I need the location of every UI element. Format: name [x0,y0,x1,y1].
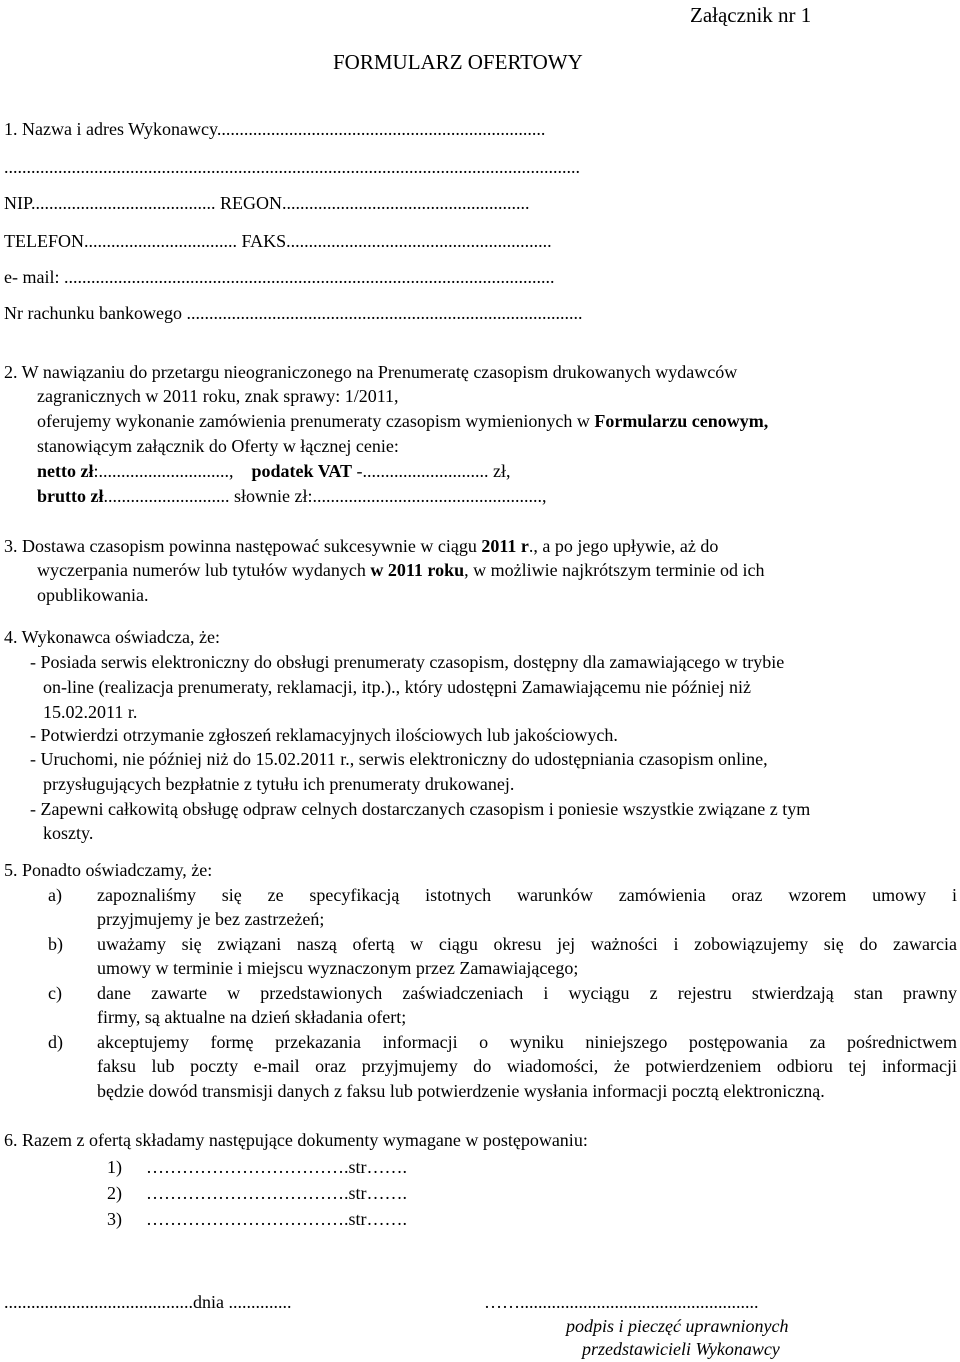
gross-label: brutto zł [37,486,104,506]
declaration-line: - Potwierdzi otrzymanie zgłoszeń reklamacyjnych ilościowych lub jakościowych. [30,725,618,745]
offer-text-line-2: zagranicznych w 2011 roku, znak sprawy: 1/2011, [37,386,399,406]
document-item-field: …………………………….str……. [146,1183,407,1203]
net-value: :............................., [93,461,234,481]
list-item-d-line: akceptujemy formę przekazania informacji o wyniku niniejszego postępowania za pośrednictwem [97,1032,957,1052]
declarations-heading: 4. Wykonawca oświadcza, że: [4,627,220,647]
place-date-field: ..........................................dnia .............. [4,1292,292,1312]
list-item-c-line: dane zawarte w przedstawionych zaświadczeniach i wyciągu z rejestru stwierdzają stan prawny [97,983,957,1003]
delivery-line-2: wyczerpania numerów lub tytułów wydanych w 2011 roku, w możliwie najkrótszym terminie od ich [37,560,765,580]
vat-label: podatek VAT [251,461,353,481]
list-item-d-line: faksu lub poczty e-mail oraz przyjmujemy do wiadomości, że potwierdzeniem odbioru tej informacji [97,1056,957,1076]
declaration-line: - Zapewni całkowitą obsługę odpraw celnych dostarczanych czasopism i poniesie wszystkie związane z tym [30,799,811,819]
document-item-field: …………………………….str……. [146,1209,407,1229]
contractor-name-field: 1. Nazwa i adres Wykonawcy......................................................................... [4,119,546,139]
list-item-b-line: umowy w terminie i miejscu wyznaczonym przez Zamawiającego; [97,958,579,978]
gross-line [37,485,547,507]
list-item-d-line: będzie dowód transmisji danych z faksu lub potwierdzenie wysłania informacji pocztą elektroniczną. [97,1081,825,1101]
further-declarations-heading: 5. Ponadto oświadczamy, że: [4,860,213,880]
documents-heading: 6. Razem z ofertą składamy następujące dokumenty wymagane w postępowaniu: [4,1130,588,1150]
list-item-b-line: uważamy się związani naszą ofertą w ciągu okresu jej ważności i zobowiązujemy się do zawarcia [97,934,957,954]
signature-field: ……..................................................... [484,1292,759,1312]
phone-fax-field: TELEFON.................................. FAKS........................................................... [4,231,552,251]
document-item-number: 1) [107,1157,122,1177]
document-item-number: 3) [107,1209,122,1229]
list-marker-a: a) [48,885,62,905]
signature-caption-line-2: przedstawicieli Wykonawcy [582,1339,780,1359]
delivery-line-1: 3. Dostawa czasopism powinna następować sukcesywnie w ciągu 2011 r., a po jego upływie, aż do [4,536,719,556]
declaration-line: 15.02.2011 r. [43,702,138,722]
declaration-line: - Posiada serwis elektroniczny do obsługi prenumeraty czasopism, dostępny dla zamawiającego w trybie [30,652,785,672]
document-item-field: …………………………….str……. [146,1157,407,1177]
declaration-line: koszty. [43,823,94,843]
contractor-address-field: ................................................................................................................................ [4,157,580,177]
list-marker-d: d) [48,1032,63,1052]
vat-value: -............................ zł, [352,461,511,481]
email-field: e- mail: ............................................................................................................. [4,267,555,287]
offer-text-line-1: 2. W nawiązaniu do przetargu nieograniczonego na Prenumeratę czasopism drukowanych wydawców [4,362,738,382]
list-marker-c: c) [48,983,62,1003]
offer-text-line-3: oferujemy wykonanie zamówienia prenumeraty czasopism wymienionych w Formularzu cenowym, [37,411,769,431]
offer-text-line-4: stanowiącym załącznik do Oferty w łącznej cenie: [37,436,399,456]
delivery-line-3: opublikowania. [37,585,149,605]
nip-regon-field: NIP......................................... REGON....................................................... [4,193,530,213]
list-item-a-line: przyjmujemy je bez zastrzeżeń; [97,909,325,929]
page-title: FORMULARZ OFERTOWY [333,50,583,74]
declaration-line: on-line (realizacja prenumeraty, reklamacji, itp.)., który udostępni Zamawiającemu nie później niż [43,677,752,697]
net-label: netto zł [37,461,94,481]
signature-caption-line-1: podpis i pieczęć uprawnionych [566,1316,789,1336]
document-item-number: 2) [107,1183,122,1203]
net-gross-line [37,460,511,482]
list-item-a-line: zapoznaliśmy się ze specyfikacją istotnych warunków zamówienia oraz wzorem umowy i [97,885,957,905]
declaration-line: - Uruchomi, nie później niż do 15.02.2011 r., serwis elektroniczny do udostępniania czasopism online, [30,749,768,769]
gross-value: ............................ słownie zł:..................................................., [103,486,547,506]
annex-label: Załącznik nr 1 [690,3,812,27]
bank-account-field: Nr rachunku bankowego ........................................................................................ [4,303,583,323]
list-item-c-line: firmy, są aktualne na dzień składania ofert; [97,1007,407,1027]
list-marker-b: b) [48,934,63,954]
declaration-line: przysługujących bezpłatnie z tytułu ich prenumeraty drukowanej. [43,774,515,794]
